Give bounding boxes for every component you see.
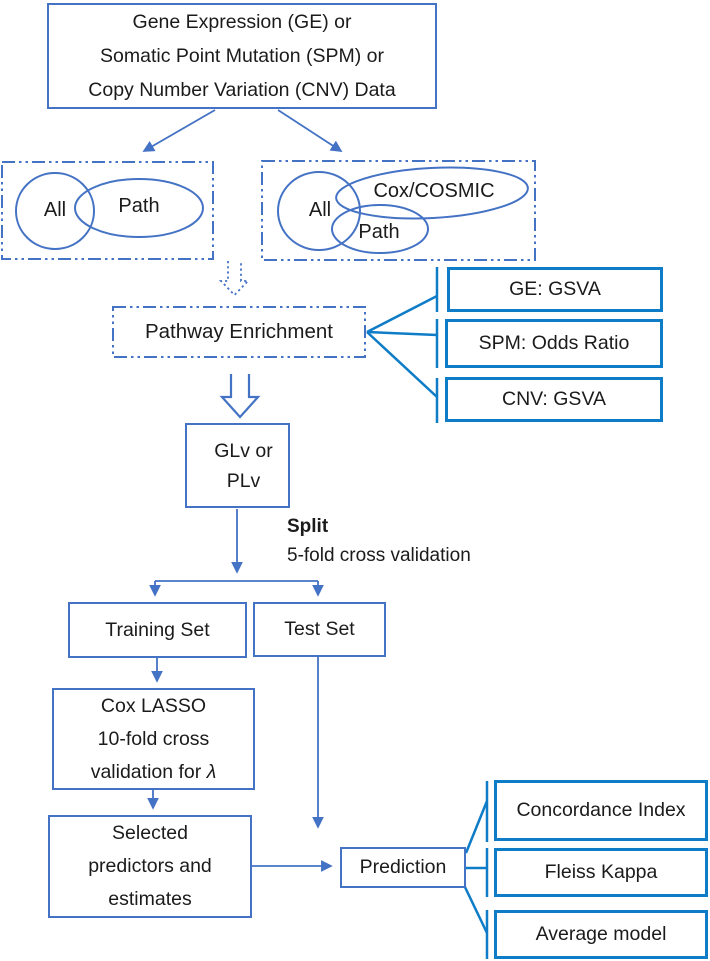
method-box-ge: GE: GSVA [447, 267, 663, 312]
method-box-spm: SPM: Odds Ratio [445, 319, 663, 368]
fan-prediction-to-concordance [466, 801, 487, 853]
data-source-line-3: Copy Number Variation (CNV) Data [88, 79, 396, 101]
matrix-line-2: PLv [226, 469, 261, 492]
lasso-line-3-text: validation for [90, 760, 207, 783]
output-box-fleiss: Fleiss Kappa [494, 848, 708, 897]
selected-line-2: predictors and [88, 855, 212, 877]
arrow-data-to-venn-left-icon [144, 110, 215, 151]
split-subtitle: 5-fold cross validation [287, 545, 471, 566]
selected-line-1: Selected [112, 822, 188, 844]
prediction-box: Prediction [340, 847, 466, 888]
venn-right-all-label: All [308, 199, 332, 221]
selected-predictors-box [48, 815, 252, 918]
venn-right-path-label: Path [358, 221, 400, 243]
fan-prediction-to-average [464, 885, 487, 933]
data-source-line-2: Somatic Point Mutation (SPM) or [100, 45, 384, 67]
split-note [287, 512, 507, 570]
split-title: Split [287, 516, 329, 537]
data-source-line-1: Gene Expression (GE) or [132, 11, 352, 33]
pathway-enrichment-box: Pathway Enrichment [144, 320, 333, 343]
lasso-line-1: Cox LASSO [100, 694, 207, 717]
output-box-concordance: Concordance Index [494, 780, 708, 841]
output-box-average: Average model [494, 910, 708, 959]
selected-line-3: estimates [108, 888, 192, 910]
test-set-box: Test Set [253, 602, 386, 657]
training-set-box: Training Set [68, 602, 247, 658]
matrix-line-1: GLv or [214, 439, 273, 462]
lasso-line-2: 10-fold cross [97, 727, 210, 750]
cox-lasso-box [52, 688, 255, 790]
venn-left-frame [2, 162, 213, 259]
lasso-line-3 [91, 756, 217, 789]
block-arrow-down-icon [222, 374, 258, 417]
arrow-data-to-venn-right-icon [278, 110, 341, 151]
venn-left-all-label: All [43, 199, 67, 221]
dotted-block-arrow-down-icon [221, 261, 248, 295]
lambda-symbol: λ [206, 760, 217, 783]
fan-pathway-to-ge [367, 296, 437, 332]
matrix-box [185, 423, 290, 508]
method-box-cnv: CNV: GSVA [445, 377, 663, 422]
venn-left-path-label: Path [118, 195, 160, 217]
data-source-box [47, 3, 437, 109]
venn-right-cox-label: Cox/COSMIC [373, 180, 495, 202]
fan-pathway-to-spm [367, 332, 437, 335]
fan-pathway-to-cnv [367, 332, 437, 397]
